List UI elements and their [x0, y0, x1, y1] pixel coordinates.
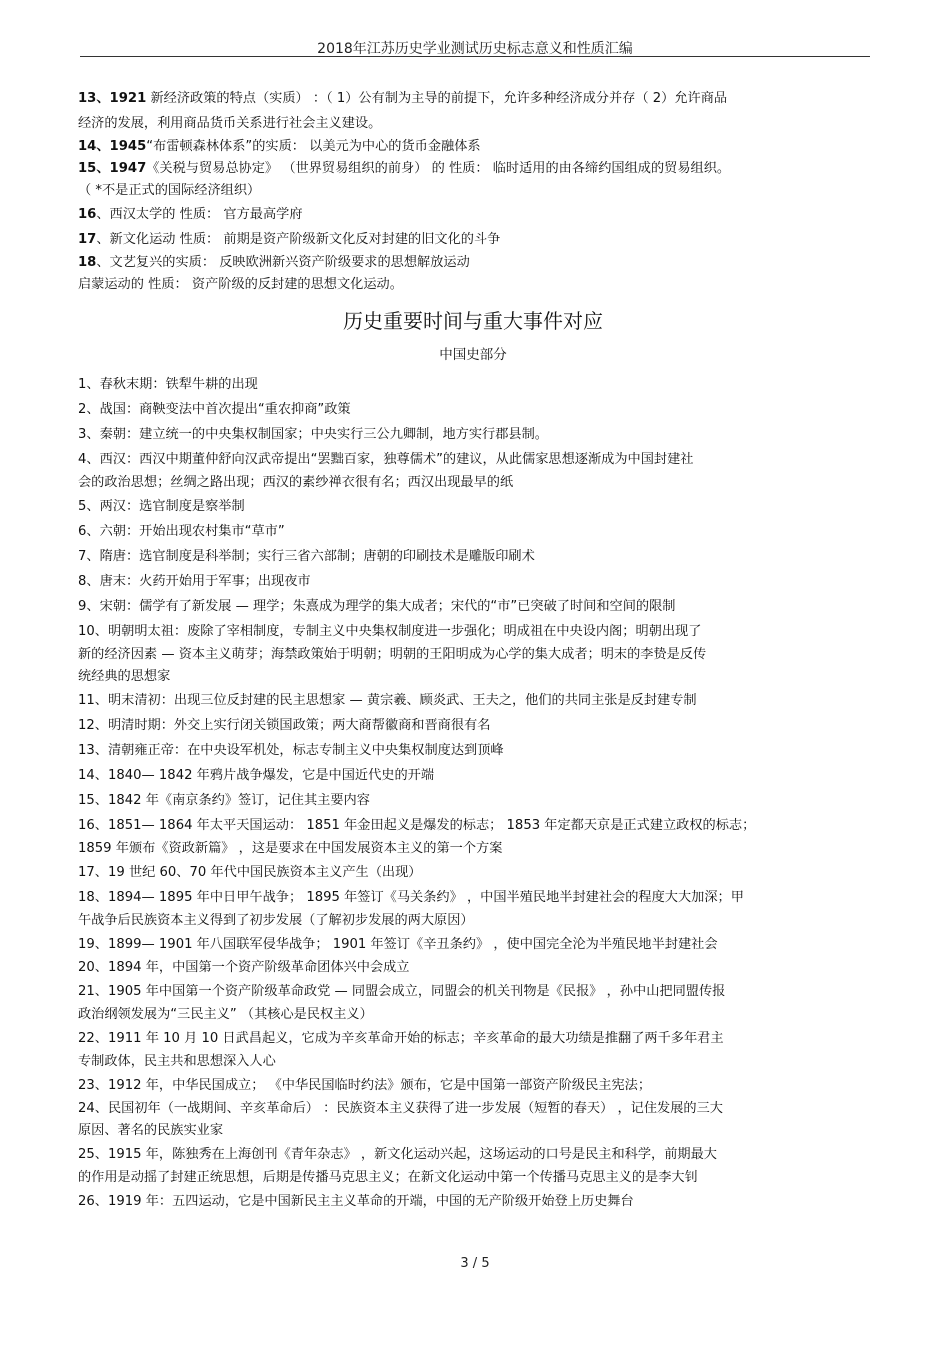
- event-item: 22、1911 年 10 月 10 日武昌起义，它成为辛亥革命开始的标志；辛亥革命的最大功绩是推翻了两千多年君主: [78, 1031, 724, 1046]
- event-item-continuation: 1859 年颁布《资政新篇》 ，这是要求在中国发展资本主义的第一个方案: [78, 841, 503, 856]
- event-item-continuation: 新的经济因素 — 资本主义萌芽；海禁政策始于明朝；明朝的王阳明成为心学的集大成者；明末的李贽是反传: [78, 647, 707, 662]
- event-item: 26、1919 年：五四运动，它是中国新民主主义革命的开端，中国的无产阶级开始登上历史舞台: [78, 1194, 634, 1209]
- event-item: 6、六朝：开始出现农村集市“草市”: [78, 524, 285, 539]
- event-item: 3、秦朝：建立统一的中央集权制国家；中央实行三公九卿制，地方实行郡县制。: [78, 427, 548, 442]
- event-list: [78, 372, 868, 1214]
- section-subtitle: 中国史部分: [439, 347, 507, 363]
- header-divider: [80, 56, 870, 57]
- event-item: 23、1912 年，中华民国成立； 《中华民国临时约法》颁布，它是中国第一部资产阶级民主宪法；: [78, 1078, 652, 1093]
- event-item: 13、清朝雍正帝：在中央设军机处，标志专制主义中央集权制度达到顶峰: [78, 743, 504, 758]
- event-item: 25、1915 年，陈独秀在上海创刊《青年杂志》 ，新文化运动兴起，这场运动的口号是民主和科学，前期最大: [78, 1147, 717, 1162]
- event-item: 1、春秋末期：铁犁牛耕的出现: [78, 377, 258, 392]
- event-item-continuation: 原因、著名的民族实业家: [78, 1123, 224, 1138]
- event-item: 8、唐末：火药开始用于军事；出现夜市: [78, 574, 311, 589]
- event-item: 7、隋唐：选官制度是科举制；实行三省六部制；唐朝的印刷技术是雕版印刷术: [78, 549, 535, 564]
- event-item-continuation: 会的政治思想；丝绸之路出现；西汉的素纱禅衣很有名；西汉出现最早的纸: [78, 475, 514, 490]
- page-number: 3 / 5: [460, 1256, 490, 1271]
- event-item: 18、1894— 1895 年中日甲午战争； 1895 年签订《马关条约》 ，中国半殖民地半封建社会的程度大大加深；甲: [78, 890, 744, 905]
- event-item: 19、1899— 1901 年八国联军侵华战争； 1901 年签订《辛丑条约》 ，使中国完全沦为半殖民地半封建社会: [78, 937, 718, 952]
- item-13: 13、1921 新经济政策的特点（实质） ：（ 1）公有制为主导的前提下，允许多种经济成分并存（ 2）允许商品: [78, 91, 728, 106]
- event-item-continuation: 20、1894 年，中国第一个资产阶级革命团体兴中会成立: [78, 960, 410, 975]
- section-title: 历史重要时间与重大事件对应: [343, 309, 603, 333]
- event-item: 16、1851— 1864 年太平天国运动： 1851 年金田起义是爆发的标志； 1853 年定都天京是正式建立政权的标志；: [78, 818, 756, 833]
- item-15: 15、1947《关税与贸易总协定》 （世界贸易组织的前身） 的 性质： 临时适用的由各缔约国组成的贸易组织。: [78, 161, 731, 176]
- event-item-continuation: 24、民国初年（一战期间、辛亥革命后） ：民族资本主义获得了进一步发展（短暂的春天） ，记住发展的三大: [78, 1101, 723, 1116]
- event-item-continuation: 午战争后民族资本主义得到了初步发展（了解初步发展的两大原因）: [78, 913, 474, 928]
- event-item: 10、明朝明太祖：废除了宰相制度，专制主义中央集权制度进一步强化；明成祖在中央设内阁；明朝出现了: [78, 624, 702, 639]
- event-item: 17、19 世纪 60、70 年代中国民族资本主义产生（出现）: [78, 865, 422, 880]
- event-item: 15、1842 年《南京条约》签订，记住其主要内容: [78, 793, 370, 808]
- document-body: [78, 86, 868, 1214]
- event-item: 5、两汉：选官制度是察举制: [78, 499, 245, 514]
- event-item-continuation: 专制政体，民主共和思想深入人心: [78, 1054, 276, 1069]
- top-items: [78, 86, 868, 296]
- item-14: 14、1945“布雷顿森林体系”的实质： 以美元为中心的货币金融体系: [78, 139, 481, 154]
- item-18-enlightenment: 启蒙运动的 性质： 资产阶级的反封建的思想文化运动。: [78, 277, 403, 292]
- item-15-note: （ *不是正式的国际经济组织）: [78, 183, 261, 198]
- event-item: 2、战国：商鞅变法中首次提出“重农抑商”政策: [78, 402, 351, 417]
- event-item-continuation: 统经典的思想家: [78, 669, 171, 684]
- event-item: 21、1905 年中国第一个资产阶级革命政党 — 同盟会成立，同盟会的机关刊物是《民报》 ，孙中山把同盟传报: [78, 984, 726, 999]
- event-item: 9、宋朝：儒学有了新发展 — 理学；朱熹成为理学的集大成者；宋代的“市”已突破了时间和空间的限制: [78, 599, 676, 614]
- event-item-continuation: 的作用是动摇了封建正统思想，后期是传播马克思主义；在新文化运动中第一个传播马克思主义的是李大钊: [78, 1170, 698, 1185]
- item-17: 17、新文化运动 性质： 前期是资产阶级新文化反对封建的旧文化的斗争: [78, 232, 501, 247]
- event-item: 12、明清时期：外交上实行闭关锁国政策；两大商帮徽商和晋商很有名: [78, 718, 491, 733]
- event-item-continuation: 政治纲领发展为“三民主义” （其核心是民权主义）: [78, 1007, 373, 1022]
- event-item: 4、西汉：西汉中期董仲舒向汉武帝提出“罢黜百家，独尊儒术”的建议，从此儒家思想逐渐成为中国封建社: [78, 452, 694, 467]
- item-13-cont: 经济的发展，利用商品货币关系进行社会主义建设。: [78, 116, 382, 131]
- event-item: 11、明末清初：出现三位反封建的民主思想家 — 黄宗羲、顾炎武、王夫之，他们的共同主张是反封建专制: [78, 693, 697, 708]
- event-item: 14、1840— 1842 年鸦片战争爆发，它是中国近代史的开端: [78, 768, 435, 783]
- item-18: 18、文艺复兴的实质： 反映欧洲新兴资产阶级要求的思想解放运动: [78, 255, 470, 270]
- item-16: 16、西汉太学的 性质： 官方最高学府: [78, 207, 303, 222]
- page-header: 2018年江苏历史学业测试历史标志意义和性质汇编: [317, 41, 633, 57]
